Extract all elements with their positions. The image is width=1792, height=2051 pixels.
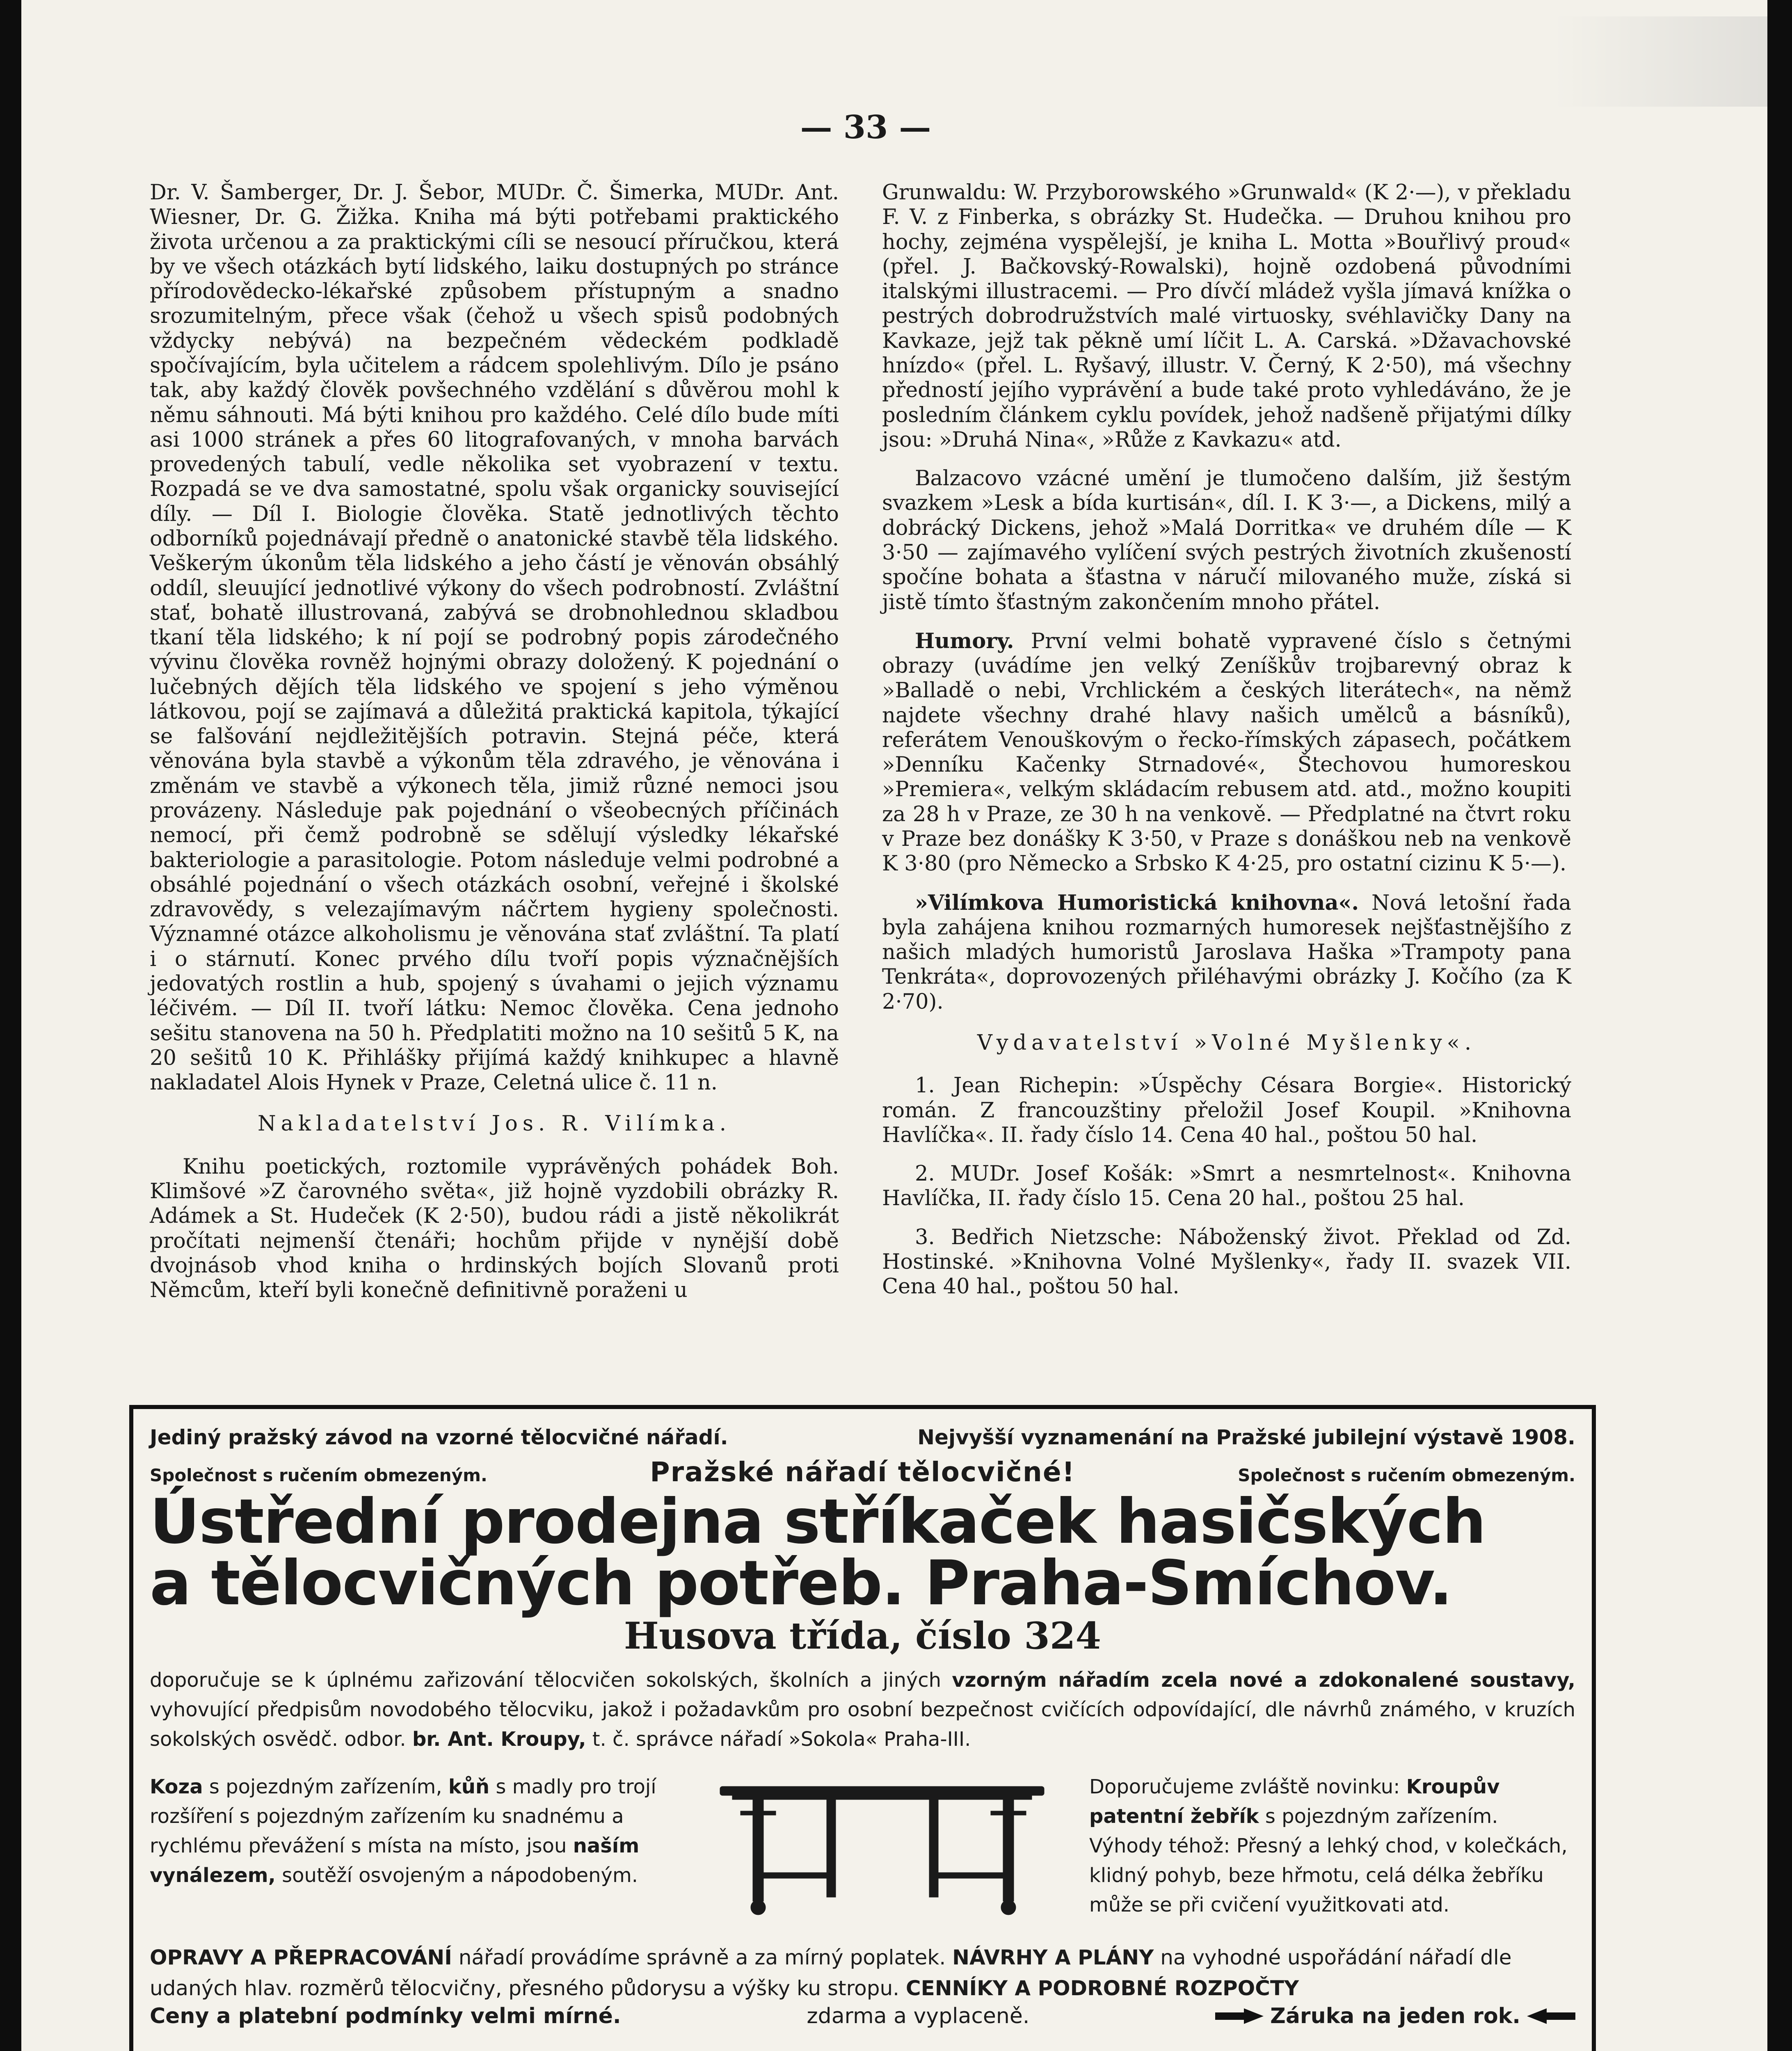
scan-border-right [1767, 0, 1792, 2051]
left-paragraph-2: Knihu poetických, roztomile vyprávěných pohádek Boh. Klimšové »Z čarovného světa«, již hojně vyzdobili obrázky R. Adámek a St. Hudeček (K 2·50), budou rádi a jistě několikrát pročítati nejmenší čtenáři; hochům přijde v nynější době dvojnásob vhod kniha o hrdinských bojích Slovanů proti Němcům, kteří byli konečně definitivně poraženi u [150, 1154, 839, 1303]
ad-bottom-right: Záruka na jeden rok. [1270, 2004, 1520, 2028]
ad-bottom-right-group [1215, 2004, 1575, 2028]
humory-text: První velmi bohatě vypravené číslo s četnými obrazy (uvádíme jen velký Zeníškův trojbarevný obraz k »Balladě o nebi, Vrchlickém a českých literátech«, na němž najdete všechny drahé hlavy našich umělců a básníků), referátem Venouškovým o řecko-římských zápasech, počátkem »Denníku Kačenky Strnadové«, Štechovou humoreskou »Premiera«, velkým skládacím rebusem atd. atd., možno koupiti za 28 h v Praze, ze 30 h na venkově. — Předplatné na čtvrt roku v Praze bez donášky K 3·50, v Praze s donáškou neb na venkově K 3·80 (pro Německo a Srbsko K 4·25, pro ostatní cizinu K 5·—). [882, 629, 1571, 876]
ad-opravy-a: OPRAVY A PŘEPRACOVÁNÍ [150, 1946, 452, 1969]
ad-opravy-d: na vyhodné uspořádání nářadí dle udaných hlav. rozměrů tělocvičny, přesného půdorysu a výšky ku stropu. [150, 1946, 1512, 2000]
ad-left-bold-e: naším vynálezem, [150, 1834, 640, 1887]
book-item-3: 3. Bedřich Nietzsche: Náboženský život. Překlad od Zd. Hostinské. »Knihovna Volné Myšlenky«, řady II. svazek VII. Cena 40 hal., poštou 50 hal. [882, 1225, 1571, 1299]
ad-left-text [150, 1772, 675, 1890]
section-heading-vilimek: Nakladatelství Jos. R. Vilímka. [257, 1112, 731, 1136]
ad-opravy-line [150, 1942, 1575, 2004]
left-paragraph-1: Dr. V. Šamberger, Dr. J. Šebor, MUDr. Č. Šimerka, MUDr. Ant. Wiesner, Dr. G. Žižka. Kniha má býti potřebami praktického života určenou a za praktickými cíli se nesoucí příručkou, která by ve všech otázkách bytí lidského, laiku dostupných po stránce přírodovědecko-lékařské způsobem přístupným a snadno srozumitelným, přece však (čehož u všech spisů podobných vždycky nebývá) na bezpečném vědeckém podkladě spočívajícím, byla učitelem a rádcem spolehlivým. Dílo je psáno tak, aby každý člověk povšechného vzdělání s důvěrou mohl k němu sáhnouti. Má býti knihou pro každého. Celé dílo bude míti asi 1000 stránek a přes 60 litografovaných, v mnoha barvách provedených tabulí, vedle několika set vyobrazení v textu. Rozpadá se ve dva samostatné, spolu však organicky související díly. — Díl I. Biologie člověka. Statě jednotlivých těchto odborníků pojednávají předně o anatonické stavbě těla lidského. Veškerým úkonům těla lidského a jeho částí je věnován obsáhlý oddíl, sleuující jednotlivé výkony do všech podrobností. Zvláštní stať, bohatě illustrovaná, zabývá se drobnohlednou skladbou tkaní těla lidského; k ní pojí se podrobný popis zárodečného vývinu člověka rovněž hojnými obrazy doložený. K pojednání o lučebných dějích těla lidského ve spojení s jeho výměnou látkovou, pojí se zajímavá a důležitá praktická kapitola, týkající se falšování nejdležitějších potravin. Stejná péče, která věnována byla stavbě a výkonům těla zdravého, je věnována i změnám ve stavbě a výkonech těla, jimiž různé nemoci jsou provázeny. Následuje pak pojednání o všeobecných příčinách nemocí, při čemž podrobně se sdělují výsledky lékařské bakteriologie a parasitologie. Potom následuje velmi podrobné a obsáhlé pojednání o všech otázkách osobní, veřejné i školské zdravovědy, s velezajímavým náčrtem hygieny společnosti. Významné otázce alkoholismu je věnována stať zvláštní. Ta platí i o stárnutí. Konec prvého dílu tvoří popis význačnějších jedovatých rostlin a hub, spojený s úvahami o jejich významu léčivém. — Díl II. tvoří látku: Nemoc člověka. Cena jednoho sešitu stanovena na 50 h. Předplatiti možno na 10 sešitů 5 K, na 20 sešitů 10 K. Přihlášky přijímá každý knihkupec a hlavně nakladatel Alois Hynek v Praze, Celetná ulice č. 11 n. [150, 180, 839, 1095]
right-paragraph-1: Grunwaldu: W. Przyborowského »Grunwald« (K 2·—), v překladu F. V. z Finberka, s obrázky St. Hudečka. — Druhou knihou pro hochy, zejména vyspělejší, je kniha L. Motta »Bouřlivý proud« (přel. J. Bačkovský-Rowalski), hojně ozdobená původními italskými illustracemi. — Pro dívčí mládež vyšla jímavá knížka o pestrých dobrodružstvích malé virtuosky, svéhlavičky Dany na Kavkaze, jejž tak pěkně umí líčit L. A. Carská. »Džavachovské hnízdo« (přel. L. Ryšavý, illustr. V. Černý, K 2·50), má všechny předností jejího vyprávění a bude také proto vyhledáváno, že je posledním článkem cyklu povídek, jehož nadšeně přijatými dílky jsou: »Druhá Nina«, »Růže z Kavkazu« atd. [882, 180, 1571, 452]
ad-opravy-b: nářadí provádíme správně a za mírný poplatek. [452, 1946, 953, 1969]
ad-top-line [150, 1425, 1575, 1449]
ad-company-mid: Pražské nářadí tělocvičné! [650, 1456, 1075, 1488]
ad-left-kun: kůň [448, 1775, 490, 1798]
advertisement-box [129, 1405, 1596, 2051]
left-column [150, 180, 839, 1317]
right-column [882, 180, 1571, 1313]
gym-bench-illustration [704, 1770, 1061, 1922]
ad-right-text [1089, 1772, 1577, 1920]
page-number: — 33 — [800, 109, 931, 146]
ad-right-zebrik: Kroupův patentní žebřík [1089, 1775, 1500, 1828]
ad-top-left: Jediný pražský závod na vzorné tělocvičné nářadí. [150, 1425, 728, 1449]
right-paragraph-knihovna [882, 891, 1571, 1014]
pointing-hand-left-icon [1526, 2007, 1575, 2026]
humory-title: Humory. [915, 628, 1014, 653]
section-heading-volne: Vydavatelství »Volné Myšlenky«. [977, 1031, 1477, 1055]
ad-company-line [150, 1456, 1575, 1488]
ad-address: Husova třída, číslo 324 [624, 1614, 1102, 1658]
right-paragraph-humory [882, 629, 1571, 877]
ad-company-left: Společnost s ručením obmezeným. [150, 1465, 487, 1485]
ad-left-text-f: soutěží osvojeným a nápodobeným. [275, 1864, 638, 1887]
ad-headline [150, 1486, 1575, 1619]
ad-desc-bold-d: br. Ant. Kroupy, [412, 1728, 586, 1751]
right-paragraph-2: Balzacovo vzácné umění je tlumočeno dalším, již šestým svazkem »Lesk a bída kurtisán«, díl. I. K 3·—, a Dickens, milý a dobrácký Dickens, jehož »Malá Dorritka« ve druhém díle — K 3·50 — zajímavého vylíčení svých pestrých životních zkušeností spočíne bohata a šťastna v náručí milovaného muže, získá si jistě tímto šťastným zakončením mnoho přátel. [882, 466, 1571, 614]
ad-headline-line-2: a tělocvičných potřeb. Praha-Smíchov. [150, 1548, 1452, 1619]
ad-desc-bold-b: vzorným nářadím zcela nové a zdokonalené soustavy, [952, 1669, 1575, 1692]
knihovna-text: Nová letošní řada byla zahájena knihou rozmarných humoresek nejšťastnějšího z našich mladých humoristů Jaroslava Haška »Trampoty pana Tenkráta«, doprovozených přiléhavými obrázky J. Kočího (za K 2·70). [882, 891, 1571, 1014]
ad-bottom-mid: zdarma a vyplaceně. [807, 2004, 1030, 2028]
ad-top-right: Nejvyšší vyznamenání na Pražské jubilejní výstavě 1908. [917, 1425, 1575, 1449]
ad-company-right: Společnost s ručením obmezeným. [1238, 1465, 1575, 1485]
ad-desc-text-c: vyhovující předpisům novodobého tělocviku, jakož i požadavkům pro osobní bezpečnost cvičících odpovídající, dle návrhů známého, v kruzích sokolských osvědč. odbor. [150, 1698, 1575, 1751]
ad-opravy-e: CENNÍKY A PODROBNÉ ROZPOČTY [905, 1976, 1299, 2000]
ad-bottom-left: Ceny a platební podmínky velmi mírné. [150, 2004, 621, 2028]
ad-left-koza: Koza [150, 1775, 203, 1798]
ad-description [150, 1665, 1575, 1754]
ad-left-text-d: s madly pro trojí rozšíření s pojezdným zařízením ku snadnému a rychlému převážení s místa na místo, jsou [150, 1775, 656, 1857]
ad-left-text-b: s pojezdným zařízením, [203, 1775, 448, 1798]
paper-smudge [1554, 16, 1767, 107]
ad-right-text-c: s pojezdným zařízením. Výhody téhož: Přesný a lehký chod, v kolečkách, klidný pohyb, beze hřmotu, celá délka žebříku může se při cvičení využitkovati atd. [1089, 1805, 1568, 1916]
ad-opravy-c: NÁVRHY A PLÁNY [952, 1946, 1154, 1969]
knihovna-title: »Vilímkova Humoristická knihovna«. [915, 890, 1359, 915]
ad-headline-line-1: Ústřední prodejna stříkaček hasičských [150, 1486, 1486, 1558]
book-item-1: 1. Jean Richepin: »Úspěchy Césara Borgie«. Historický román. Z francouzštiny přeložil Josef Koupil. »Knihovna Havlíčka«. II. řady číslo 14. Cena 40 hal., poštou 50 hal. [882, 1073, 1571, 1147]
pointing-hand-icon [1215, 2007, 1264, 2026]
scan-border-left [0, 0, 21, 2051]
ad-right-text-a: Doporučujeme zvláště novinku: [1089, 1775, 1406, 1798]
ad-desc-text-e: t. č. správce nářadí »Sokola« Praha-III. [586, 1728, 971, 1751]
ad-bottom-line [150, 2004, 1575, 2028]
book-item-2: 2. MUDr. Josef Košák: »Smrt a nesmrtelnost«. Knihovna Havlíčka, II. řady číslo 15. Cena 20 hal., poštou 25 hal. [882, 1162, 1571, 1211]
ad-desc-text-a: doporučuje se k úplnému zařizování tělocvičen sokolských, školních a jiných [150, 1669, 952, 1692]
